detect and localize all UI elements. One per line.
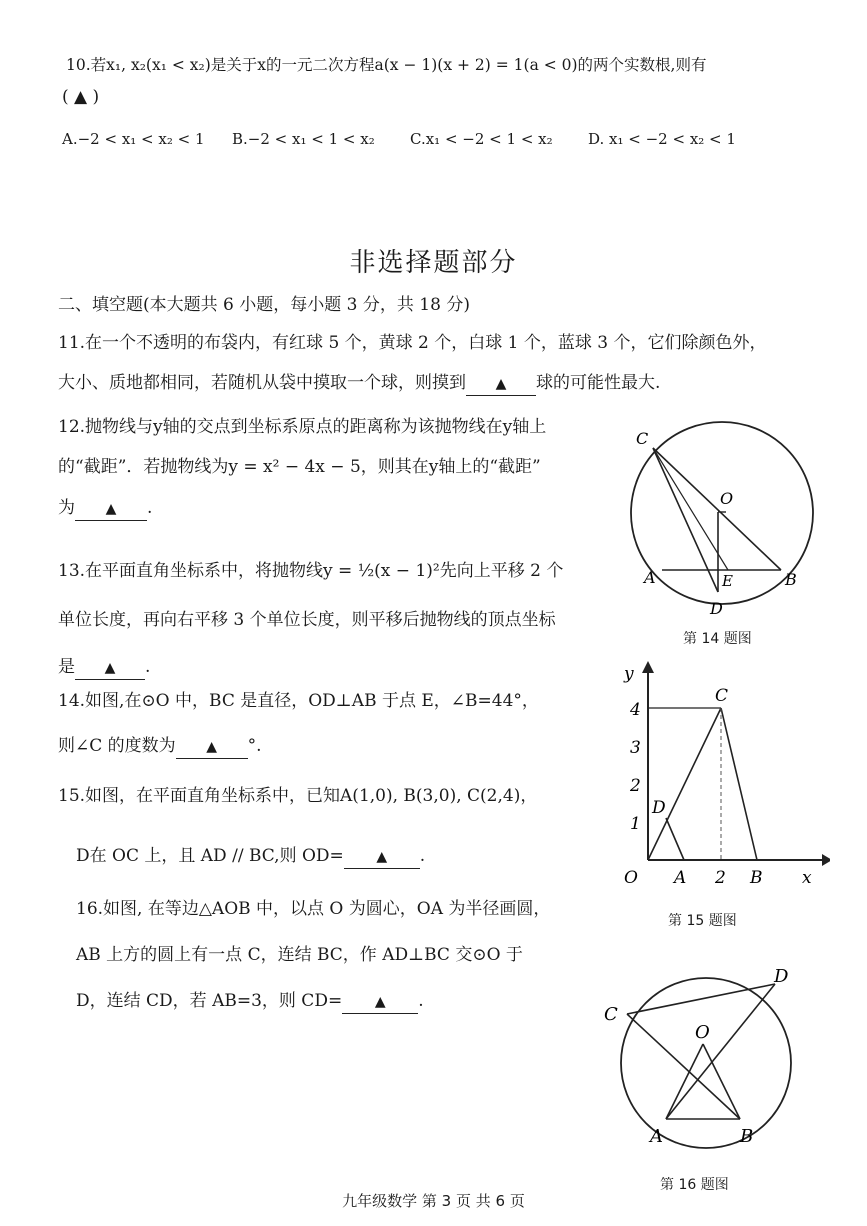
q14-line1: 14.如图,在⊙O 中，BC 是直径，OD⊥AB 于点 E，∠B=44°， xyxy=(58,691,539,711)
q10-stem: 10.若x₁, x₂(x₁ < x₂)是关于x的一元二次方程a(x − 1)(x + 2) = 1(a < 0)的两个实数根,则有 xyxy=(66,56,707,74)
q12-line3 xyxy=(58,497,152,521)
q16-line2: AB 上方的圆上有一点 C，连结 BC，作 AD⊥BC 交⊙O 于 xyxy=(76,945,523,965)
q13-answer-blank: ▲ xyxy=(75,656,145,680)
q14-text-a: 则∠C 的度数为 xyxy=(58,736,176,756)
q12-line2: 的“截距”．若抛物线为y = x² − 4x − 5，则其在y轴上的“截距” xyxy=(58,457,541,477)
q12-text-b: . xyxy=(147,498,153,518)
fig15-label-b: B xyxy=(750,868,763,888)
q13-line2: 单位长度，再向右平移 3 个单位长度，则平移后抛物线的顶点坐标 xyxy=(58,610,556,630)
q16-answer-blank: ▲ xyxy=(342,990,418,1014)
fig15-tick-x2: 2 xyxy=(715,868,726,888)
fig16-label-c: C xyxy=(604,1004,618,1025)
q13-line3 xyxy=(58,656,150,680)
fig16-caption: 第 16 题图 xyxy=(660,1177,729,1193)
fig16-label-o: O xyxy=(695,1022,710,1043)
fig14-caption: 第 14 题图 xyxy=(683,631,752,647)
q11-line2 xyxy=(58,372,660,396)
fig16-label-b: B xyxy=(740,1126,754,1147)
q10-option-d: D. x₁ < −2 < x₂ < 1 xyxy=(588,130,736,148)
fig15-tick-1: 1 xyxy=(630,814,641,834)
q15-line1: 15.如图，在平面直角坐标系中，已知A(1,0), B(3,0), C(2,4)， xyxy=(58,786,538,806)
q12-answer-blank: ▲ xyxy=(75,497,147,521)
section-title: 非选择题部分 xyxy=(349,248,518,278)
q15-text-a: D在 OC 上，且 AD // BC,则 OD= xyxy=(76,846,344,866)
fig15-tick-4: 4 xyxy=(630,700,641,720)
fig16-circle xyxy=(621,978,791,1148)
fig15-caption: 第 15 题图 xyxy=(668,913,737,929)
fig15-x-arrow-icon xyxy=(822,854,830,866)
fig15-label-c: C xyxy=(715,686,729,706)
fig14-label-o: O xyxy=(720,489,734,508)
q14-text-b: °. xyxy=(247,736,262,756)
q11-text-b: 球的可能性最大. xyxy=(536,373,661,393)
q13-text-a: 是 xyxy=(58,657,75,677)
q10-option-c: C.x₁ < −2 < 1 < x₂ xyxy=(410,130,553,148)
fig15-tick-2: 2 xyxy=(630,776,641,796)
figure-14 xyxy=(618,420,833,625)
q15-text-b: . xyxy=(419,846,426,866)
fig15-label-x: x xyxy=(802,868,812,888)
q10-option-a: A.−2 < x₁ < x₂ < 1 xyxy=(62,130,205,148)
fig15-label-y: y xyxy=(624,664,634,684)
fig15-tick-3: 3 xyxy=(630,738,641,758)
q16-line1: 16.如图, 在等边△AOB 中，以点 O 为圆心，OA 为半径画圆， xyxy=(76,899,551,919)
fig15-y-arrow-icon xyxy=(642,661,654,673)
figure-15 xyxy=(610,655,830,890)
fig14-label-b: B xyxy=(785,570,797,589)
figure-16 xyxy=(598,962,828,1162)
fig16-segment-ob xyxy=(703,1044,740,1119)
q15-answer-blank: ▲ xyxy=(344,845,420,869)
fig14-label-a: A xyxy=(644,568,656,587)
q11-text-a: 大小、质地都相同，若随机从袋中摸取一个球，则摸到 xyxy=(58,373,466,393)
q10-option-b: B.−2 < x₁ < 1 < x₂ xyxy=(232,130,375,148)
fig14-label-d: D xyxy=(710,599,723,618)
fig14-label-c: C xyxy=(636,429,649,448)
q13-line1: 13.在平面直角坐标系中，将抛物线y = ½(x − 1)²先向上平移 2 个 xyxy=(58,561,564,581)
q11-answer-blank: ▲ xyxy=(466,372,536,396)
q10-answer-slot: ( ▲ ) xyxy=(62,87,100,107)
fig16-segment-ad xyxy=(666,984,775,1119)
fig16-label-d: D xyxy=(774,966,789,987)
q12-line1: 12.抛物线与y轴的交点到坐标系原点的距离称为该抛物线在y轴上 xyxy=(58,417,547,437)
q13-text-b: . xyxy=(145,657,151,677)
q11-line1: 11.在一个不透明的布袋内，有红球 5 个，黄球 2 个，白球 1 个，蓝球 3 个，它们除颜色外， xyxy=(58,333,767,353)
fig15-segment-cb xyxy=(721,708,757,860)
q16-text-a: D，连结 CD，若 AB=3，则 CD= xyxy=(76,991,343,1011)
q16-text-b: . xyxy=(418,991,424,1011)
fig15-label-a: A xyxy=(674,868,687,888)
q16-line3 xyxy=(76,990,424,1014)
q14-answer-blank: ▲ xyxy=(176,735,248,759)
fig15-segment-ad xyxy=(666,818,684,860)
fill-in-header: 二、填空题(本大题共 6 小题，每小题 3 分，共 18 分) xyxy=(58,295,470,315)
fig15-label-d: D xyxy=(652,798,666,818)
fig15-segment-oc xyxy=(648,708,721,860)
q14-line2 xyxy=(58,735,262,759)
fig16-label-a: A xyxy=(650,1126,663,1147)
page-footer: 九年级数学 第 3 页 共 6 页 xyxy=(342,1192,525,1210)
fig14-label-e: E xyxy=(722,572,733,590)
q12-text-a: 为 xyxy=(58,498,75,518)
q15-line2 xyxy=(76,845,425,869)
fig15-label-o: O xyxy=(624,868,638,888)
fig16-segment-cb xyxy=(627,1014,740,1119)
